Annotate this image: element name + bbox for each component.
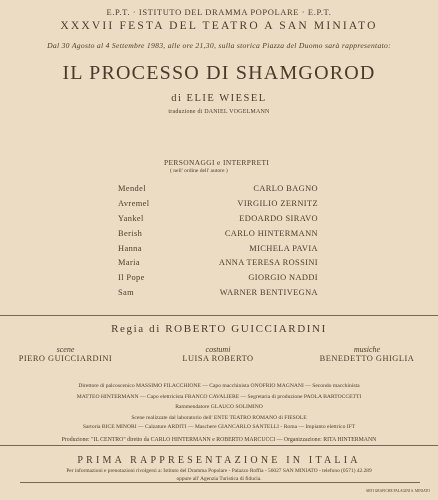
- technical-credits-line: MATTEO HINTERMANN — Capo elettricista FRANCO CAVALIERE — Segretaria di produzione PAOLA BARTOCCETTI: [76, 394, 362, 400]
- dates-line: Dal 30 Agosto al 4 Settembre 1983, alle ore 21,30, sulla storica Piazza del Duomo sarà rappresentato:: [47, 41, 391, 50]
- cast-role: Il Pope: [118, 273, 145, 283]
- play-title: IL PROCESSO DI SHAMGOROD: [62, 62, 376, 84]
- technical-credits-line: Scene realizzate dal laboratorio dell' ENTE TEATRO ROMANO di FIESOLE: [131, 415, 307, 421]
- info-line: Per informazioni e prenotazioni rivolgersi a: Istituto del Dramma Popolare - Palazzo Roffia - 56027 SAN MINIATO - telefono (0571) 42.289: [66, 468, 372, 474]
- credit-costumi: [166, 345, 270, 363]
- cast-row: [118, 214, 318, 229]
- printer-credit: ARTI GRAFICHE PALAGINI S. MINIATO: [365, 489, 430, 493]
- cast-row: [118, 184, 318, 199]
- technical-credits-line: Direttore di palcoscenico MASSIMO FILACCHIONE — Capo macchinista ONOFRIO MAGNANI — Secondo macchinista: [78, 383, 360, 389]
- cast-actor: WARNER BENTIVEGNA: [219, 288, 318, 298]
- cast-role: Yankel: [118, 213, 144, 223]
- technical-credits-line: Rammendatore GLAUCO SOLIMINO: [175, 404, 263, 410]
- festival-title: XXXVII FESTA DEL TEATRO A SAN MINIATO: [60, 20, 378, 32]
- credit-label: scene: [56, 345, 75, 354]
- premiere-banner: PRIMA RAPPRESENTAZIONE IN ITALIA: [77, 455, 361, 466]
- translation-credit: traduzione di DANIEL VOGELMANN: [168, 109, 270, 115]
- cast-role: Berish: [118, 228, 143, 238]
- cast-role: Maria: [118, 258, 140, 268]
- cast-actor: CARLO BAGNO: [253, 184, 318, 193]
- cast-row: [118, 229, 318, 244]
- organization-line: E.P.T. · ISTITUTO DEL DRAMMA POPOLARE · E.P.T.: [106, 7, 332, 17]
- credit-name: LUISA ROBERTO: [182, 354, 254, 363]
- cast-role: Avremel: [118, 198, 150, 208]
- design-credits: [0, 345, 438, 369]
- credit-musiche: [312, 345, 422, 363]
- cast-list: [118, 184, 318, 303]
- credit-name: BENEDETTO GHIGLIA: [319, 354, 415, 363]
- play-author: di ELIE WIESEL: [171, 93, 267, 104]
- cast-role: Mendel: [118, 184, 146, 193]
- cast-actor: MICHELA PAVIA: [249, 243, 318, 253]
- cast-row: [118, 288, 318, 303]
- cast-actor: GIORGIO NADDI: [248, 273, 318, 283]
- cast-row: [118, 258, 318, 273]
- credit-label: musiche: [353, 345, 381, 354]
- cast-role: Hanna: [118, 243, 142, 253]
- divider: [0, 315, 438, 316]
- cast-actor: EDOARDO SIRAVO: [239, 213, 318, 223]
- credit-name: PIERO GUICCIARDINI: [18, 354, 113, 363]
- technical-credits-line: Sartoria BICE MINORI — Calzature ARDITI — Maschere GIANCARLO SANTELLI - Roma — Impianto elettrico IFT: [82, 424, 356, 430]
- cast-actor: ANNA TERESA ROSSINI: [218, 258, 318, 268]
- cast-row: [118, 244, 318, 259]
- cast-row: [118, 199, 318, 214]
- info-line: oppure all' Agenzia Turistica di fiducia.: [176, 476, 262, 482]
- cast-subheading: ( nell' ordine dell' autore ): [170, 168, 228, 174]
- credit-scene: [18, 345, 113, 363]
- cast-heading: PERSONAGGI e INTERPRETI: [164, 158, 270, 167]
- production-credit: Produzione: "IL CENTRO" diretto da CARLO HINTERMANN e ROBERTO MARCUCCI — Organizzazione: RITA HINTERMANN: [61, 437, 377, 443]
- cast-actor: VIRGILIO ZERNITZ: [237, 198, 318, 208]
- divider: [0, 445, 438, 446]
- divider: [20, 482, 420, 483]
- director-credit: Regia di ROBERTO GUICCIARDINI: [111, 323, 327, 335]
- cast-row: [118, 273, 318, 288]
- cast-actor: CARLO HINTERMANN: [224, 228, 318, 238]
- credit-label: costumi: [205, 345, 231, 354]
- cast-role: Sam: [118, 288, 135, 298]
